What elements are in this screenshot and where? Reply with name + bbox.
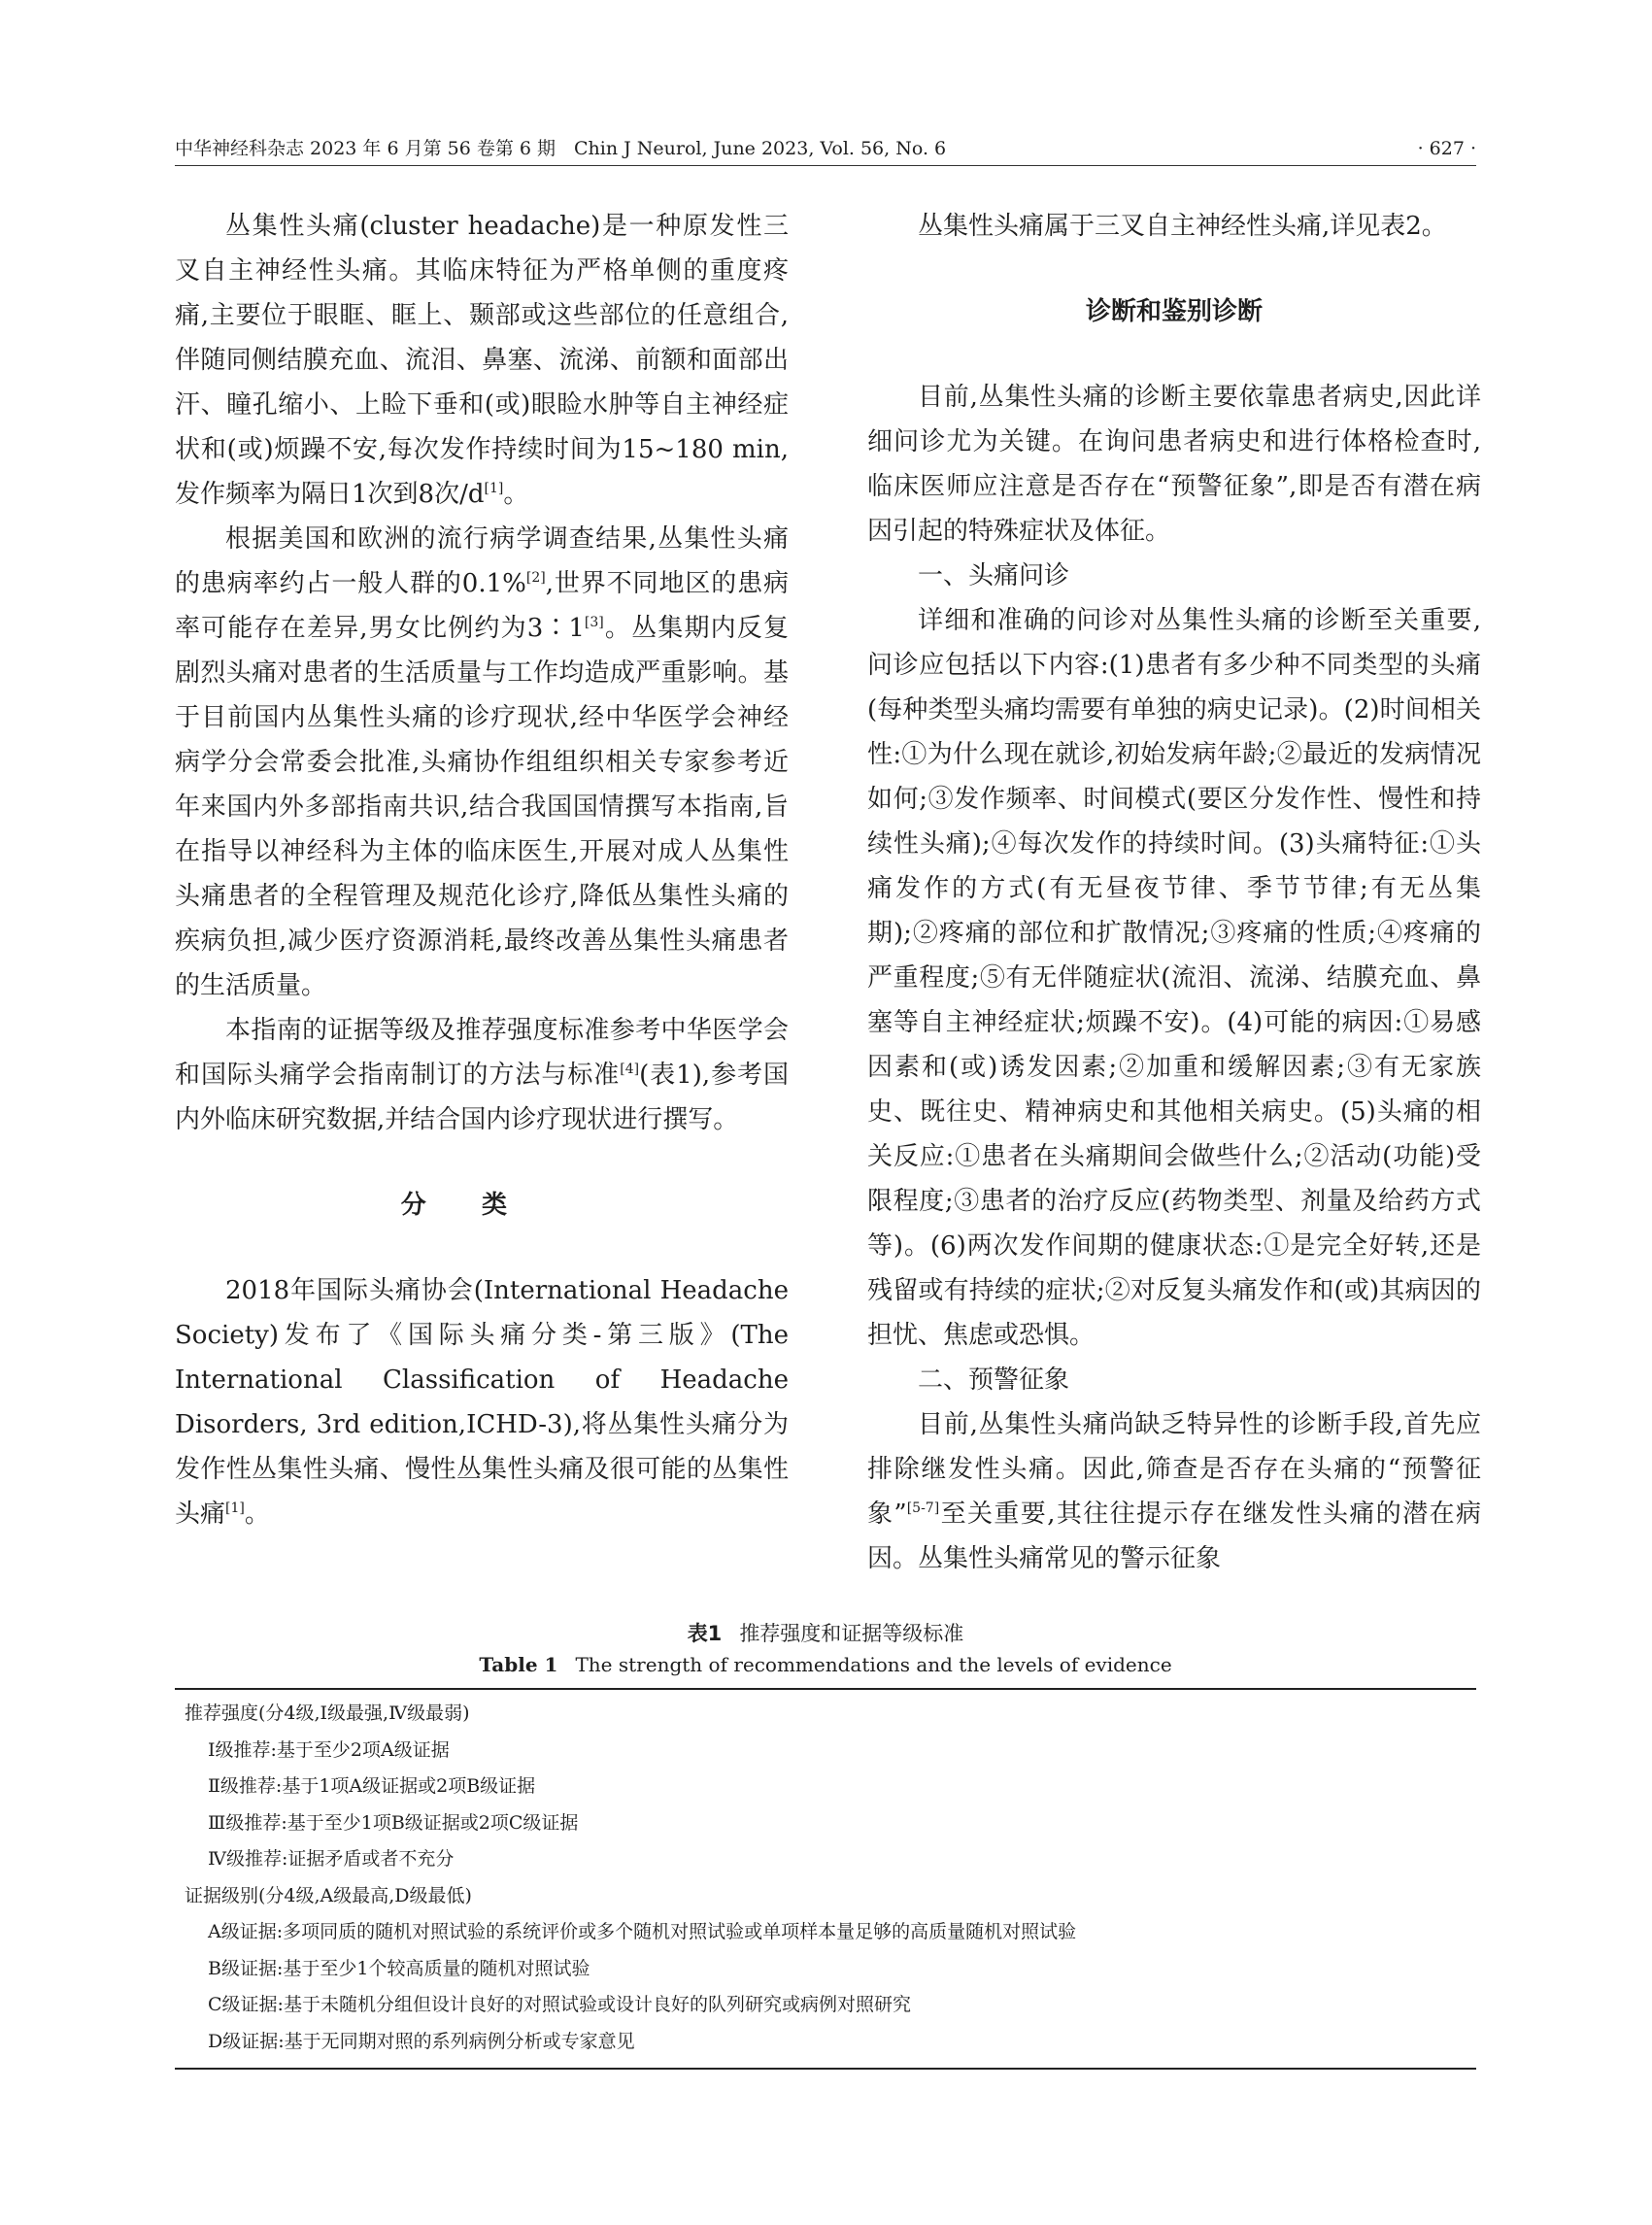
table-1 bbox=[175, 1618, 1476, 2070]
section-heading-classification: 分类 bbox=[400, 1191, 563, 1220]
continued-paragraph: 丛集性头痛属于三叉自主神经性头痛,详见表2。 bbox=[918, 212, 1447, 241]
subheading-red-flags: 二、预警征象 bbox=[918, 1365, 1070, 1395]
table-caption-en: Table 1 The strength of recommendations and the levels of evidence bbox=[479, 1653, 1172, 1676]
table-row: Ⅳ级推荐:证据矛盾或者不充分 bbox=[208, 1848, 455, 1870]
table-row: 推荐强度(分4级,Ⅰ级最强,Ⅳ级最弱) bbox=[185, 1702, 470, 1724]
left-column bbox=[175, 204, 789, 1536]
red-flags-paragraph: 目前,丛集性头痛尚缺乏特异性的诊断手段,首先应排除继发性头痛。因此,筛查是否存在头痛的“预警征象”[5-7]至关重要,其往往提示存在继发性头痛的潜在病因。丛集性头痛常见的警示征象 bbox=[867, 1410, 1481, 1573]
intro-paragraph-1: 丛集性头痛(cluster headache)是一种原发性三叉自主神经性头痛。其临床特征为严格单侧的重度疼痛,主要位于眼眶、眶上、颞部或这些部位的任意组合,伴随同侧结膜充血、流泪、鼻塞、流涕、前额和面部出汗、瞳孔缩小、上睑下垂和(或)眼睑水肿等自主神经症状和(或)烦躁不安,每次发作持续时间为15~180 min,发作频率为隔日1次到8次/d[1]。 bbox=[175, 212, 789, 509]
page-number: · 627 · bbox=[1417, 138, 1476, 159]
citation-ref[interactable]: [4] bbox=[620, 1062, 640, 1077]
citation-ref[interactable]: [5-7] bbox=[906, 1500, 940, 1516]
citation-ref[interactable]: [1] bbox=[484, 481, 504, 496]
history-paragraph: 详细和准确的问诊对丛集性头痛的诊断至关重要,问诊应包括以下内容:(1)患者有多少种不同类型的头痛(每种类型头痛均需要有单独的病史记录)。(2)时间相关性:①为什么现在就诊,初始发病年龄;②最近的发病情况如何;③发作频率、时间模式(要区分发作性、慢性和持续性头痛);④每次发作的持续时间。(3)头痛特征:①头痛发作的方式(有无昼夜节律、季节节律;有无丛集期);②疼痛的部位和扩散情况;③疼痛的性质;④疼痛的严重程度;⑤有无伴随症状(流泪、流涕、结膜充血、鼻塞等自主神经症状;烦躁不安)。(4)可能的病因:①易感因素和(或)诱发因素;②加重和缓解因素;③有无家族史、既往史、精神病史和其他相关病史。(5)头痛的相关反应:①患者在头痛期间会做些什么;②活动(功能)受限程度;③患者的治疗反应(药物类型、剂量及给药方式等)。(6)两次发作间期的健康状态:①是完全好转,还是残留或有持续的症状;②对反复头痛发作和(或)其病因的担忧、焦虑或恐惧。 bbox=[867, 606, 1481, 1350]
citation-ref[interactable]: [2] bbox=[525, 570, 546, 586]
table-row: 证据级别(分4级,A级最高,D级最低) bbox=[185, 1884, 472, 1906]
diagnosis-paragraph: 目前,丛集性头痛的诊断主要依靠患者病史,因此详细问诊尤为关键。在询问患者病史和进行体格检查时,临床医师应注意是否存在“预警征象”,即是否有潜在病因引起的特殊症状及体征。 bbox=[867, 383, 1481, 546]
table-row: A级证据:多项同质的随机对照试验的系统评价或多个随机对照试验或单项样本量足够的高质量随机对照试验 bbox=[208, 1921, 1077, 1942]
running-header bbox=[175, 132, 1476, 166]
section-heading-diagnosis: 诊断和鉴别诊断 bbox=[1085, 297, 1263, 326]
journal-citation: 中华神经科杂志 2023 年 6 月第 56 卷第 6 期 Chin J Neurol, June 2023, Vol. 56, No. 6 bbox=[175, 138, 947, 159]
intro-paragraph-2: 根据美国和欧洲的流行病学调查结果,丛集性头痛的患病率约占一般人群的0.1%[2],世界不同地区的患病率可能存在差异,男女比例约为3∶1[3]。丛集期内反复剧烈头痛对患者的生活质量与工作均造成严重影响。基于目前国内丛集性头痛的诊疗现状,经中华医学会神经病学分会常委会批准,头痛协作组组织相关专家参考近年来国内外多部指南共识,结合我国国情撰写本指南,旨在指导以神经科为主体的临床医生,开展对成人丛集性头痛患者的全程管理及规范化诊疗,降低丛集性头痛的疾病负担,减少医疗资源消耗,最终改善丛集性头痛患者的生活质量。 bbox=[175, 524, 790, 1000]
table-body bbox=[175, 1688, 1476, 2070]
table-caption-cn: 表1 推荐强度和证据等级标准 bbox=[687, 1622, 964, 1645]
classification-paragraph: 2018年国际头痛协会(International Headache Society)发布了《国际头痛分类-第三版》(The International Classification of Headache Disorders, 3rd edition,ICHD-3),将丛集性头痛分为发作性丛集性头痛、慢性丛集性头痛及很可能的丛集性头痛[1]。 bbox=[175, 1276, 789, 1529]
table-row: Ⅲ级推荐:基于至少1项B级证据或2项C级证据 bbox=[208, 1811, 579, 1834]
subheading-history: 一、头痛问诊 bbox=[918, 561, 1070, 590]
citation-ref[interactable]: [1] bbox=[225, 1500, 245, 1516]
table-row: B级证据:基于至少1个较高质量的随机对照试验 bbox=[208, 1957, 590, 1979]
table-row: Ⅱ级推荐:基于1项A级证据或2项B级证据 bbox=[208, 1775, 536, 1797]
citation-ref[interactable]: [3] bbox=[584, 615, 604, 630]
table-row: D级证据:基于无同期对照的系列病例分析或专家意见 bbox=[208, 2030, 635, 2052]
table-row: C级证据:基于未随机分组但设计良好的对照试验或设计良好的队列研究或病例对照研究 bbox=[208, 1994, 911, 2015]
intro-paragraph-3: 本指南的证据等级及推荐强度标准参考中华医学会和国际头痛学会指南制订的方法与标准[4](表1),参考国内外临床研究数据,并结合国内诊疗现状进行撰写。 bbox=[175, 1016, 789, 1134]
table-row: Ⅰ级推荐:基于至少2项A级证据 bbox=[208, 1738, 450, 1761]
right-column bbox=[867, 204, 1481, 1581]
